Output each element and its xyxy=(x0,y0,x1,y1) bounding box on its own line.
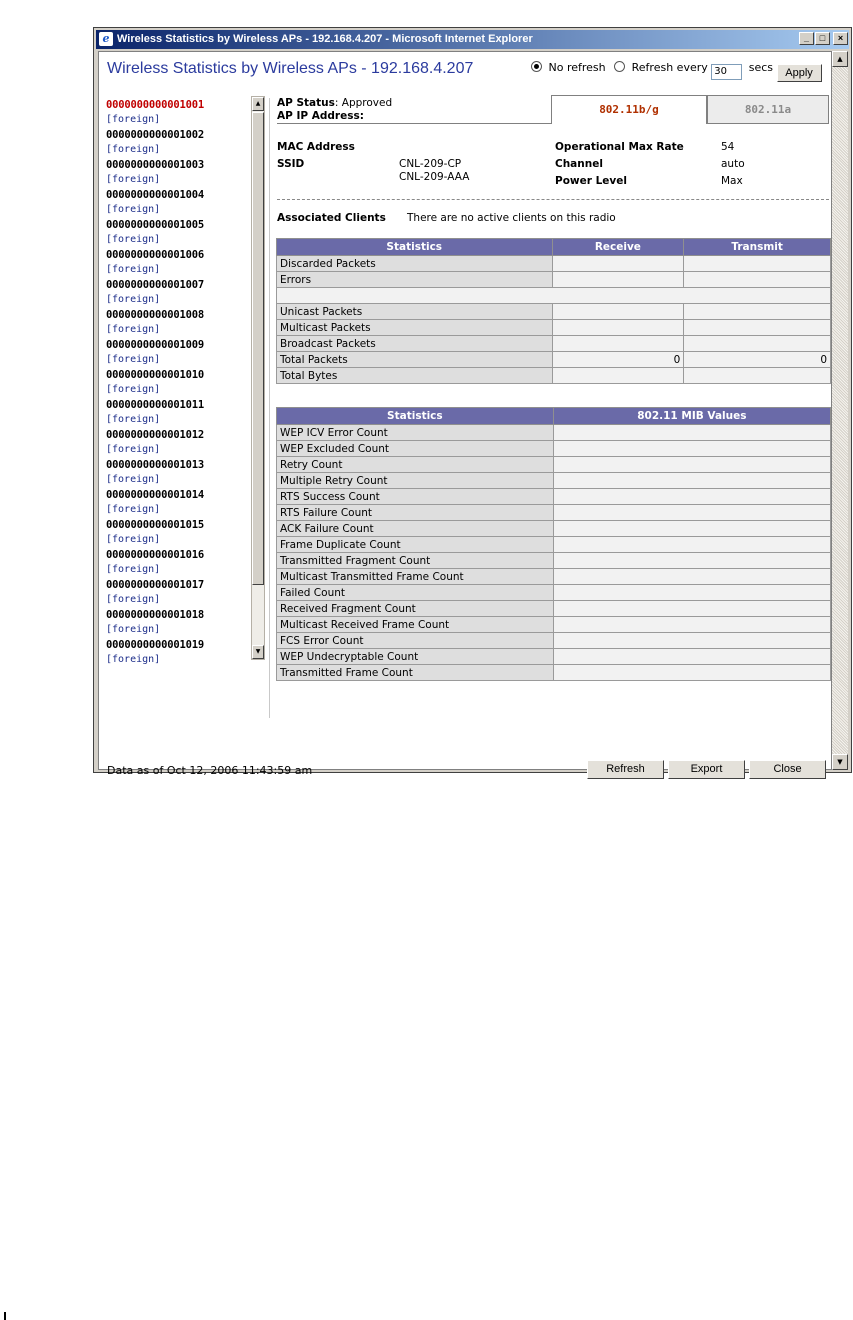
mib-value-cell xyxy=(553,489,830,505)
table-row xyxy=(277,537,831,553)
table-row xyxy=(277,553,831,569)
title-bar xyxy=(96,30,849,49)
ap-id-link[interactable]: 0000000000001018 xyxy=(106,609,204,621)
ap-foreign-tag[interactable]: [foreign] xyxy=(106,654,161,664)
receive-cell xyxy=(552,256,684,272)
table-row xyxy=(277,336,831,352)
table-row xyxy=(277,368,831,384)
stat-name-cell: Transmitted Frame Count xyxy=(277,665,554,681)
ap-id-link[interactable]: 0000000000001003 xyxy=(106,159,204,171)
stat-name-cell: WEP Excluded Count xyxy=(277,441,554,457)
stat-name-cell: Retry Count xyxy=(277,457,554,473)
list-item[interactable] xyxy=(106,338,246,368)
transmit-cell xyxy=(684,336,831,352)
text-cursor xyxy=(4,1312,6,1320)
table-row xyxy=(277,457,831,473)
table-row xyxy=(277,352,831,368)
secs-label: secs xyxy=(748,61,774,74)
close-window-button[interactable]: × xyxy=(833,32,848,45)
no-refresh-label: No refresh xyxy=(548,61,606,74)
ap-foreign-tag[interactable]: [foreign] xyxy=(106,354,161,365)
column-header: Statistics xyxy=(277,408,554,425)
ap-id-link[interactable]: 0000000000001019 xyxy=(106,639,204,651)
list-item[interactable] xyxy=(106,398,246,428)
mib-value-cell xyxy=(553,601,830,617)
ap-id-link[interactable]: 0000000000001002 xyxy=(106,129,204,141)
stat-name-cell: Multicast Packets xyxy=(277,320,553,336)
refresh-every-label: Refresh every xyxy=(631,61,708,74)
stat-name-cell: Total Bytes xyxy=(277,368,553,384)
ap-id-link[interactable]: 0000000000001009 xyxy=(106,339,204,351)
ap-foreign-tag[interactable]: [foreign] xyxy=(106,444,161,455)
ap-id-link[interactable]: 0000000000001017 xyxy=(106,579,204,591)
ap-foreign-tag[interactable]: [foreign] xyxy=(106,174,161,185)
transmit-cell xyxy=(684,320,831,336)
mib-value-cell xyxy=(553,617,830,633)
page-title: Wireless Statistics by Wireless APs - 192.168.4.207 xyxy=(107,60,474,77)
list-item[interactable] xyxy=(106,368,246,398)
ssid-label: SSID xyxy=(277,158,305,170)
receive-cell xyxy=(552,304,684,320)
ap-foreign-tag[interactable]: [foreign] xyxy=(106,264,161,275)
ap-status-label: AP Status xyxy=(277,97,335,109)
refresh-options xyxy=(531,61,822,82)
column-header: Transmit xyxy=(684,239,831,256)
receive-cell xyxy=(552,320,684,336)
list-item[interactable] xyxy=(106,218,246,248)
mib-value-cell xyxy=(553,473,830,489)
browser-window xyxy=(93,27,852,777)
table-header-row xyxy=(277,408,831,425)
ap-foreign-tag[interactable]: [foreign] xyxy=(106,204,161,215)
ap-id-link[interactable]: 0000000000001016 xyxy=(106,549,204,561)
list-item[interactable] xyxy=(106,518,246,548)
mib-value-cell xyxy=(553,441,830,457)
list-item[interactable] xyxy=(106,608,246,638)
refresh-every-radio[interactable] xyxy=(614,61,625,72)
mib-value-cell xyxy=(553,537,830,553)
table-spacer-row xyxy=(277,288,831,304)
ap-id-link[interactable]: 0000000000001013 xyxy=(106,459,204,471)
list-item[interactable] xyxy=(106,548,246,578)
stat-name-cell: Multiple Retry Count xyxy=(277,473,554,489)
ap-list-scrollbar[interactable] xyxy=(251,96,265,660)
max-rate-value: 54 xyxy=(721,141,735,153)
no-refresh-radio[interactable] xyxy=(531,61,542,72)
transmit-cell xyxy=(684,272,831,288)
close-button[interactable]: Close xyxy=(749,760,826,779)
ap-foreign-tag[interactable]: [foreign] xyxy=(106,414,161,425)
power-level-label: Power Level xyxy=(555,175,627,187)
mib-value-cell xyxy=(553,633,830,649)
associated-clients-message: There are no active clients on this radio xyxy=(407,212,616,224)
ssid-value-1: CNL-209-CP xyxy=(399,158,462,170)
table-row xyxy=(277,473,831,489)
mib-value-cell xyxy=(553,457,830,473)
power-level-value: Max xyxy=(721,175,743,187)
spacer-cell xyxy=(277,288,831,304)
list-item[interactable] xyxy=(106,158,246,188)
ap-id-link[interactable]: 0000000000001012 xyxy=(106,429,204,441)
table-row xyxy=(277,320,831,336)
list-item[interactable] xyxy=(106,308,246,338)
maximize-button[interactable]: □ xyxy=(815,32,830,45)
stat-name-cell: RTS Failure Count xyxy=(277,505,554,521)
list-item[interactable] xyxy=(106,638,246,664)
stat-name-cell: FCS Error Count xyxy=(277,633,554,649)
stat-name-cell: Broadcast Packets xyxy=(277,336,553,352)
mib-value-cell xyxy=(553,505,830,521)
panel-divider xyxy=(269,98,270,718)
ap-status-value: : Approved xyxy=(334,97,393,109)
channel-label: Channel xyxy=(555,158,603,170)
scroll-thumb[interactable] xyxy=(252,112,264,585)
internet-explorer-icon: e xyxy=(99,32,113,46)
ap-id-link[interactable]: 0000000000001001 xyxy=(106,99,204,111)
stat-name-cell: WEP Undecryptable Count xyxy=(277,649,554,665)
window-scrollbar[interactable] xyxy=(832,51,848,770)
window-title: Wireless Statistics by Wireless APs - 192.168.4.207 - Microsoft Internet Explorer xyxy=(117,33,533,45)
stat-name-cell: Multicast Received Frame Count xyxy=(277,617,554,633)
ap-id-link[interactable]: 0000000000001011 xyxy=(106,399,204,411)
receive-cell xyxy=(552,368,684,384)
scroll-down-arrow-icon[interactable]: ▼ xyxy=(252,645,264,659)
stat-name-cell: Errors xyxy=(277,272,553,288)
column-header: Statistics xyxy=(277,239,553,256)
table-row xyxy=(277,304,831,320)
table-header-row xyxy=(277,239,831,256)
mac-address-label: MAC Address xyxy=(277,141,355,153)
mib-value-cell xyxy=(553,521,830,537)
ap-foreign-tag[interactable]: [foreign] xyxy=(106,234,161,245)
scroll-up-arrow-icon[interactable]: ▲ xyxy=(832,51,848,67)
ap-foreign-tag[interactable]: [foreign] xyxy=(106,504,161,515)
tab-80211bg[interactable]: 802.11b/g xyxy=(551,95,707,124)
mib-value-cell xyxy=(553,649,830,665)
table-row xyxy=(277,633,831,649)
minimize-button[interactable]: _ xyxy=(799,32,814,45)
ap-foreign-tag[interactable]: [foreign] xyxy=(106,114,161,125)
ap-id-link[interactable]: 0000000000001010 xyxy=(106,369,204,381)
mib-statistics-table xyxy=(276,407,831,681)
ssid-value-2: CNL-209-AAA xyxy=(399,171,470,183)
ap-foreign-tag[interactable]: [foreign] xyxy=(106,594,161,605)
table-row xyxy=(277,441,831,457)
ap-foreign-tag[interactable]: [foreign] xyxy=(106,534,161,545)
table-row xyxy=(277,665,831,681)
associated-clients-label: Associated Clients xyxy=(277,212,386,224)
section-divider xyxy=(277,199,829,200)
stat-name-cell: Failed Count xyxy=(277,585,554,601)
list-item[interactable] xyxy=(106,278,246,308)
stat-name-cell: Multicast Transmitted Frame Count xyxy=(277,569,554,585)
list-item[interactable] xyxy=(106,128,246,158)
transmit-cell xyxy=(684,368,831,384)
channel-value: auto xyxy=(721,158,745,170)
scroll-down-arrow-icon[interactable]: ▼ xyxy=(832,754,848,770)
receive-cell xyxy=(552,272,684,288)
stat-name-cell: Transmitted Fragment Count xyxy=(277,553,554,569)
table-row xyxy=(277,617,831,633)
column-header: 802.11 MIB Values xyxy=(553,408,830,425)
mib-value-cell xyxy=(553,553,830,569)
table-row xyxy=(277,521,831,537)
stat-name-cell: Discarded Packets xyxy=(277,256,553,272)
table-row xyxy=(277,569,831,585)
data-timestamp: Data as of Oct 12, 2006 11:43:59 am xyxy=(107,764,313,777)
table-row xyxy=(277,649,831,665)
export-button[interactable]: Export xyxy=(668,760,745,779)
receive-cell xyxy=(552,336,684,352)
ap-foreign-tag[interactable]: [foreign] xyxy=(106,564,161,575)
mib-value-cell xyxy=(553,665,830,681)
ap-foreign-tag[interactable]: [foreign] xyxy=(106,624,161,635)
stat-name-cell: RTS Success Count xyxy=(277,489,554,505)
stat-name-cell: Frame Duplicate Count xyxy=(277,537,554,553)
ap-id-link[interactable]: 0000000000001014 xyxy=(106,489,204,501)
list-item[interactable] xyxy=(106,248,246,278)
list-item[interactable] xyxy=(106,428,246,458)
packet-statistics-table xyxy=(276,238,831,384)
ap-status xyxy=(277,96,392,109)
list-item[interactable] xyxy=(106,578,246,608)
column-header: Receive xyxy=(552,239,684,256)
table-row xyxy=(277,585,831,601)
ap-foreign-tag[interactable]: [foreign] xyxy=(106,144,161,155)
ap-foreign-tag[interactable]: [foreign] xyxy=(106,384,161,395)
ap-id-link[interactable]: 0000000000001004 xyxy=(106,189,204,201)
refresh-button[interactable]: Refresh xyxy=(587,760,664,779)
ap-foreign-tag[interactable]: [foreign] xyxy=(106,324,161,335)
ap-ip-address xyxy=(277,109,364,122)
ap-id-link[interactable]: 0000000000001008 xyxy=(106,309,204,321)
table-row xyxy=(277,256,831,272)
table-row xyxy=(277,601,831,617)
list-item[interactable] xyxy=(106,458,246,488)
mib-value-cell xyxy=(553,425,830,441)
scroll-up-arrow-icon[interactable]: ▲ xyxy=(252,97,264,111)
ap-id-link[interactable]: 0000000000001006 xyxy=(106,249,204,261)
list-item[interactable] xyxy=(106,98,246,128)
transmit-cell: 0 xyxy=(684,352,831,368)
tab-baseline xyxy=(277,123,551,124)
stat-name-cell: Total Packets xyxy=(277,352,553,368)
table-row xyxy=(277,505,831,521)
ap-id-link[interactable]: 0000000000001007 xyxy=(106,279,204,291)
list-item[interactable] xyxy=(106,488,246,518)
ap-list xyxy=(106,98,246,664)
page-content xyxy=(98,51,832,777)
stat-name-cell: Received Fragment Count xyxy=(277,601,554,617)
apply-button[interactable]: Apply xyxy=(777,64,822,82)
receive-cell: 0 xyxy=(552,352,684,368)
ap-ip-label: AP IP Address: xyxy=(277,110,364,122)
tab-80211a[interactable]: 802.11a xyxy=(707,95,829,124)
transmit-cell xyxy=(684,256,831,272)
table-row xyxy=(277,272,831,288)
ap-foreign-tag[interactable]: [foreign] xyxy=(106,294,161,305)
transmit-cell xyxy=(684,304,831,320)
stat-name-cell: Unicast Packets xyxy=(277,304,553,320)
mib-value-cell xyxy=(553,585,830,601)
ap-id-link[interactable]: 0000000000001005 xyxy=(106,219,204,231)
table-row xyxy=(277,425,831,441)
ap-foreign-tag[interactable]: [foreign] xyxy=(106,474,161,485)
mib-value-cell xyxy=(553,569,830,585)
ap-id-link[interactable]: 0000000000001015 xyxy=(106,519,204,531)
stat-name-cell: ACK Failure Count xyxy=(277,521,554,537)
refresh-seconds-input[interactable]: 30 xyxy=(711,64,742,80)
stat-name-cell: WEP ICV Error Count xyxy=(277,425,554,441)
table-row xyxy=(277,489,831,505)
list-item[interactable] xyxy=(106,188,246,218)
max-rate-label: Operational Max Rate xyxy=(555,141,684,153)
